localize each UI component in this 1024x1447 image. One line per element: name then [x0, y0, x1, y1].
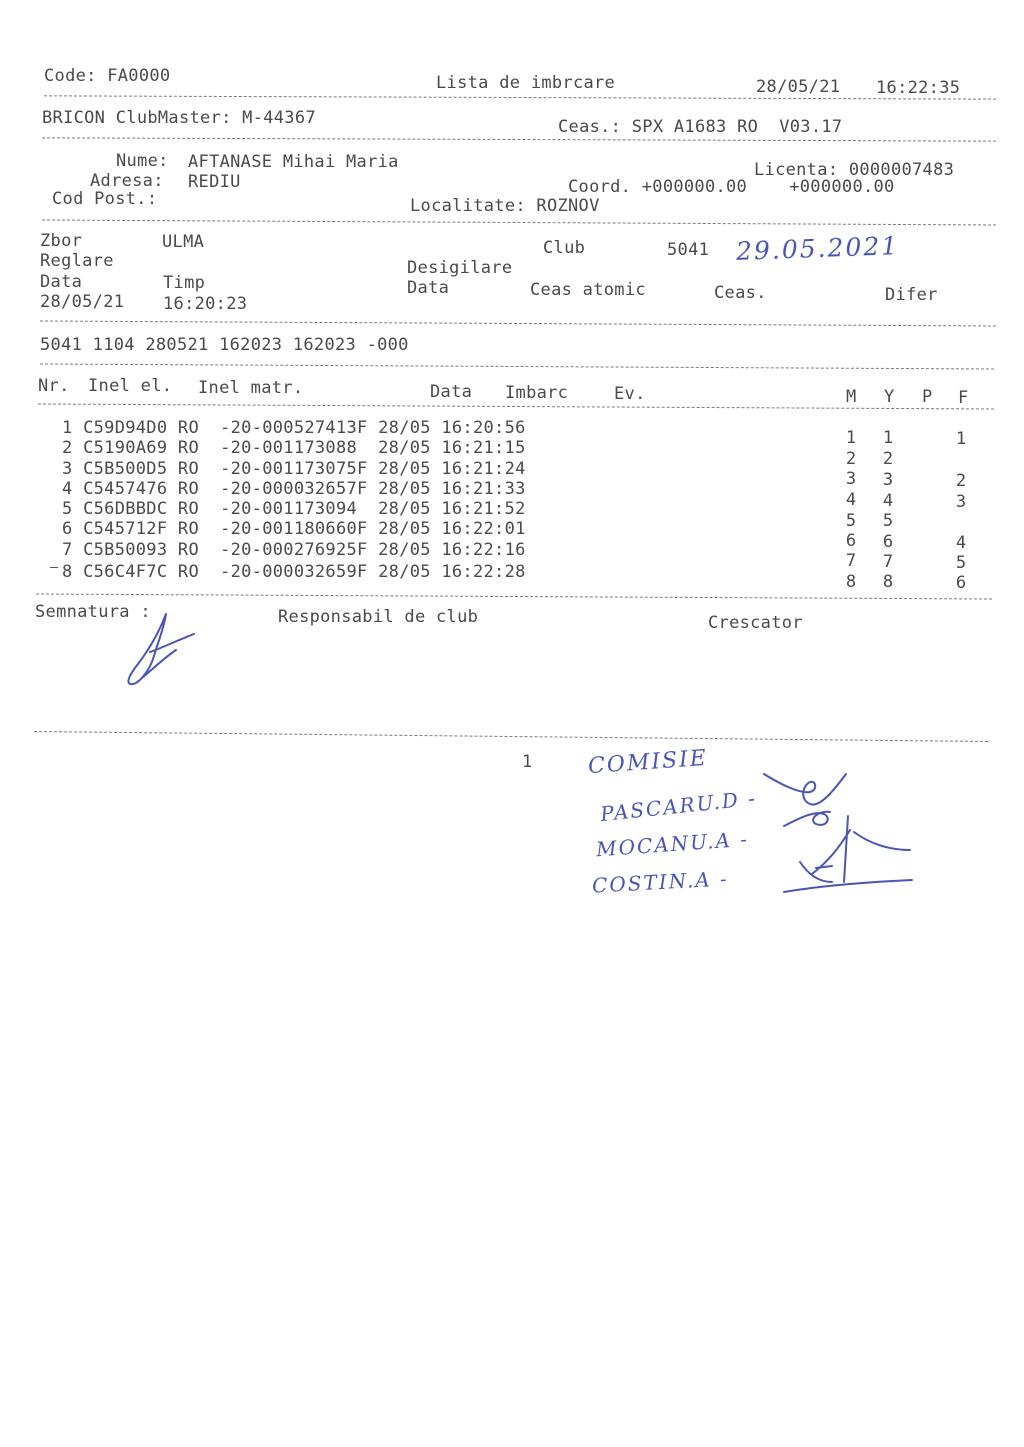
row-nr: 7: [62, 540, 73, 560]
row-nr: 3: [62, 459, 73, 479]
timp-label: Timp: [163, 273, 206, 293]
commission-title: COMISIE: [587, 745, 709, 780]
basket-date: 28/05: [378, 418, 431, 438]
basket-date: 28/05: [378, 562, 431, 582]
row-nr: 5: [62, 499, 73, 519]
y-value: 1: [882, 428, 894, 448]
desigilare-label: Desigilare: [407, 258, 513, 278]
y-value: 6: [882, 532, 894, 552]
ring-number: -20-001173075F: [220, 459, 368, 479]
separator: [42, 220, 996, 226]
column-header-nr: Nr.: [38, 376, 70, 396]
name-label: Nume:: [116, 151, 169, 171]
program-info: BRICON ClubMaster: M-44367: [42, 108, 316, 128]
ring-electronic: C5457476: [83, 479, 168, 499]
f-value: 3: [955, 492, 967, 512]
basket-time: 16:21:52: [441, 499, 526, 519]
row-nr: 1: [62, 418, 73, 438]
ring-country: RO: [177, 459, 199, 479]
ring-country: RO: [177, 479, 199, 499]
breeder-label: Crescator: [708, 613, 803, 633]
m-value: 1: [845, 428, 857, 448]
f-value: 5: [955, 553, 967, 573]
m-value: 7: [845, 551, 857, 571]
difer-label: Difer: [885, 285, 938, 305]
ring-electronic: C5190A69: [83, 438, 168, 458]
column-header-imbarc: Imbarc: [505, 383, 569, 403]
basket-time: 16:22:01: [441, 519, 526, 539]
ring-number: -20-001173088: [220, 438, 358, 458]
row-nr: 4: [62, 479, 73, 499]
y-value: 8: [882, 572, 894, 592]
print-time: 16:22:35: [876, 78, 961, 98]
column-header-data: Data: [430, 382, 473, 402]
ring-electronic: C5B50093: [83, 540, 168, 560]
basket-time: 16:21:33: [441, 479, 526, 499]
print-date: 28/05/21: [756, 77, 841, 97]
table-row: [62, 479, 526, 499]
zbor-value: ULMA: [162, 232, 205, 252]
basket-date: 28/05: [378, 438, 431, 458]
basket-date: 28/05: [378, 459, 431, 479]
ring-number: -20-001173094: [220, 499, 358, 519]
table-row: [62, 459, 526, 479]
ring-number: -20-001180660F: [220, 519, 368, 539]
table-row: [62, 540, 526, 560]
signature-image: [120, 608, 210, 698]
column-header-m: M: [846, 387, 857, 407]
y-value: 5: [882, 511, 894, 531]
basket-time: 16:22:28: [441, 562, 526, 582]
address-label: Adresa:: [90, 171, 164, 191]
zbor-label: Zbor: [40, 231, 83, 251]
separator: [36, 593, 992, 599]
club-number: 5041: [667, 240, 710, 260]
ring-country: RO: [177, 438, 199, 458]
ring-number: -20-000276925F: [220, 540, 368, 560]
separator: [34, 731, 988, 742]
basket-time: 16:22:16: [441, 540, 526, 560]
basket-time: 16:20:56: [441, 418, 526, 438]
m-value: 8: [845, 572, 857, 592]
ring-country: RO: [177, 499, 199, 519]
owner-name: AFTANASE Mihai Maria: [188, 152, 399, 172]
column-header-ev: Ev.: [614, 384, 646, 404]
table-row: [62, 562, 526, 582]
y-value: 2: [882, 449, 894, 469]
f-value: 1: [955, 429, 967, 449]
basket-date: 28/05: [378, 519, 431, 539]
commission-member: PASCARU.D -: [599, 785, 758, 827]
document-title: Lista de imbrcare: [436, 73, 616, 93]
separator: [44, 95, 996, 99]
ring-number: -20-000032657F: [220, 479, 368, 499]
ceas-atomic-label: Ceas atomic: [530, 280, 646, 300]
m-value: 4: [845, 490, 857, 510]
column-header-y: Y: [884, 387, 895, 407]
ceas-label: Ceas.: [714, 283, 767, 303]
separator: [40, 364, 994, 370]
f-value: 2: [955, 471, 967, 491]
signature-label: Semnatura :: [35, 602, 151, 622]
handwritten-date: 29.05.2021: [735, 231, 900, 266]
commission-member: COSTIN.A -: [591, 866, 730, 898]
y-value: 4: [882, 491, 894, 511]
postal-code-label: Cod Post.:: [52, 189, 158, 209]
ring-electronic: C5B500D5: [83, 459, 168, 479]
coordinates: Coord. +000000.00 +000000.00: [568, 177, 895, 197]
table-row: [62, 499, 526, 519]
club-responsible-label: Responsabil de club: [278, 607, 479, 627]
f-value: 4: [955, 533, 967, 553]
column-header-inel-matr: Inel matr.: [198, 378, 304, 398]
basket-time: 16:21:15: [441, 438, 526, 458]
m-value: 6: [845, 531, 857, 551]
locality: Localitate: ROZNOV: [410, 196, 600, 216]
reglare-label: Reglare: [40, 251, 114, 271]
ring-country: RO: [177, 519, 199, 539]
basket-time: 16:21:24: [441, 459, 526, 479]
reglare-time: 16:20:23: [163, 294, 248, 314]
ring-electronic: C56C4F7C: [83, 562, 168, 582]
ring-number: -20-000032659F: [220, 562, 368, 582]
data-label: Data: [40, 272, 83, 292]
row-nr: 6: [62, 519, 73, 539]
row-nr: 2: [62, 438, 73, 458]
licence-number: Licenta: 0000007483: [754, 160, 955, 180]
ring-country: RO: [177, 540, 199, 560]
column-header-inel-el: Inel el.: [88, 376, 173, 396]
m-value: 5: [845, 511, 857, 531]
y-value: 3: [882, 470, 894, 490]
column-header-p: P: [922, 387, 933, 407]
form-code: Code: FA0000: [44, 66, 171, 86]
row-nr: 8: [62, 562, 73, 582]
m-value: 2: [845, 449, 857, 469]
separator: [40, 320, 996, 326]
pen-mark: [50, 567, 58, 568]
owner-address: REDIU: [188, 172, 241, 192]
column-header-f: F: [958, 388, 969, 408]
reglare-date: 28/05/21: [40, 292, 125, 312]
ring-number: -20-000527413F: [220, 418, 368, 438]
ring-electronic: C56DBBDC: [83, 499, 168, 519]
clock-info: Ceas.: SPX A1683 RO V03.17: [558, 117, 843, 137]
code-line: 5041 1104 280521 162023 162023 -000: [40, 335, 409, 355]
basket-date: 28/05: [378, 499, 431, 519]
f-value: 6: [955, 573, 967, 593]
commission-signature-image: [760, 770, 920, 900]
table-row: [62, 418, 526, 438]
commission-member: MOCANU.A -: [595, 826, 750, 862]
ring-country: RO: [177, 418, 199, 438]
ring-electronic: C545712F: [83, 519, 168, 539]
ring-country: RO: [177, 562, 199, 582]
table-row: [62, 519, 526, 539]
basket-date: 28/05: [378, 540, 431, 560]
data-label-2: Data: [407, 278, 450, 298]
basket-date: 28/05: [378, 479, 431, 499]
y-value: 7: [882, 552, 894, 572]
page-number: 1: [522, 752, 533, 772]
separator: [42, 137, 996, 141]
m-value: 3: [845, 469, 857, 489]
club-label: Club: [543, 238, 586, 258]
table-row: [62, 438, 526, 458]
ring-electronic: C59D94D0: [83, 418, 168, 438]
